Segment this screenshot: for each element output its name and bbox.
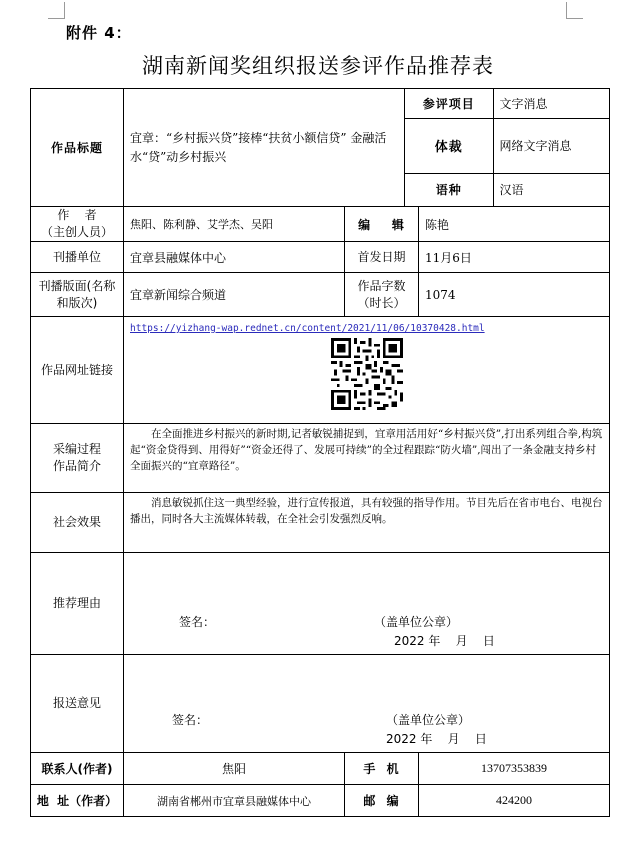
section-label: 刊播版面(名称和版次) xyxy=(31,273,124,317)
work-title-label: 作品标题 xyxy=(31,89,124,207)
reason-date: 2022 年 月 日 xyxy=(394,634,495,648)
language-value: 汉语 xyxy=(493,173,610,206)
phone-label: 手 机 xyxy=(345,753,419,785)
contact-value: 焦阳 xyxy=(124,753,345,785)
editor-value: 陈艳 xyxy=(419,207,610,242)
row-publisher xyxy=(31,242,610,273)
process-label: 采编过程 xyxy=(52,442,101,456)
row-opinion xyxy=(31,655,610,753)
attachment-label: 附件 4： xyxy=(66,24,132,42)
process-text: 在全面推进乡村振兴的新时期,记者敏锐捕捉到，宜章用活用好“乡村振兴贷”,打出系列组合拳,构筑起“资金贷得到、用得好”“资金还得了、发展可持续”的全过程跟踪“防火墙”,闯出了一条金融支持乡村全面振兴的“宜章路径”。 xyxy=(130,428,603,472)
author-label: 作 者 xyxy=(57,208,97,222)
contact-label: 联系人(作者) xyxy=(31,753,124,785)
category-label: 参评项目 xyxy=(405,89,493,118)
category-value: 文字消息 xyxy=(493,89,610,118)
genre-label: 体裁 xyxy=(405,118,493,173)
wordcount-value: 1074 xyxy=(419,273,610,317)
publisher-value: 宜章县融媒体中心 xyxy=(124,242,345,273)
opinion-seal-label: （盖单位公章） xyxy=(386,713,471,727)
work-url-link[interactable]: https://yizhang-wap.rednet.cn/content/2021/11/06/10370428.html xyxy=(130,323,485,334)
effect-label: 社会效果 xyxy=(31,493,124,553)
work-meta-grid xyxy=(405,89,610,206)
author-sublabel: （主创人员） xyxy=(40,225,113,239)
qr-code-icon xyxy=(331,338,403,410)
address-label: 地 址（作者） xyxy=(31,785,124,817)
row-effect xyxy=(31,493,610,553)
wordcount-label: 作品字数（时长） xyxy=(345,273,419,317)
zip-label: 邮 编 xyxy=(345,785,419,817)
author-value: 焦阳、陈利静、艾学杰、吴阳 xyxy=(124,207,345,242)
page-corner-mark xyxy=(48,2,65,19)
opinion-sign-label: 签名： xyxy=(172,713,209,727)
row-author xyxy=(31,207,610,242)
section-value: 宜章新闻综合频道 xyxy=(124,273,345,317)
first-date-label: 首发日期 xyxy=(345,242,419,273)
row-work-title xyxy=(31,89,610,207)
editor-label: 编 辑 xyxy=(345,207,419,242)
page-corner-mark xyxy=(566,2,583,19)
genre-value: 网络文字消息 xyxy=(493,118,610,173)
effect-text: 消息敏锐抓住这一典型经验，进行宣传报道，具有较强的指导作用。节目先后在省市电台、电视台播出，同时各大主流媒体转载，在全社会引发强烈反响。 xyxy=(130,497,603,525)
work-title-value: 宜章：“乡村振兴贷”接棒“扶贫小额信贷” 金融活水“贷”动乡村振兴 xyxy=(124,89,405,207)
url-label: 作品网址链接 xyxy=(31,317,124,424)
first-date-value: 11月6日 xyxy=(419,242,610,273)
row-address xyxy=(31,785,610,817)
opinion-date: 2022 年 月 日 xyxy=(386,732,487,746)
address-value: 湖南省郴州市宜章县融媒体中心 xyxy=(124,785,345,817)
reason-seal-label: （盖单位公章） xyxy=(374,615,459,629)
row-section xyxy=(31,273,610,317)
form-title: 湖南新闻奖组织报送参评作品推荐表 xyxy=(142,54,494,78)
row-url xyxy=(31,317,610,424)
zip-value: 424200 xyxy=(419,785,610,817)
language-label: 语种 xyxy=(405,173,493,206)
row-reason xyxy=(31,553,610,655)
opinion-label: 报送意见 xyxy=(31,655,124,753)
row-contact xyxy=(31,753,610,785)
reason-sign-label: 签名： xyxy=(179,615,216,629)
row-process xyxy=(31,424,610,493)
phone-value: 13707353839 xyxy=(419,753,610,785)
opinion-signature-area xyxy=(124,655,609,752)
reason-label: 推荐理由 xyxy=(31,553,124,655)
reason-signature-area xyxy=(124,553,609,654)
recommendation-form xyxy=(30,88,610,817)
publisher-label: 刊播单位 xyxy=(31,242,124,273)
process-sublabel: 作品简介 xyxy=(52,459,101,473)
